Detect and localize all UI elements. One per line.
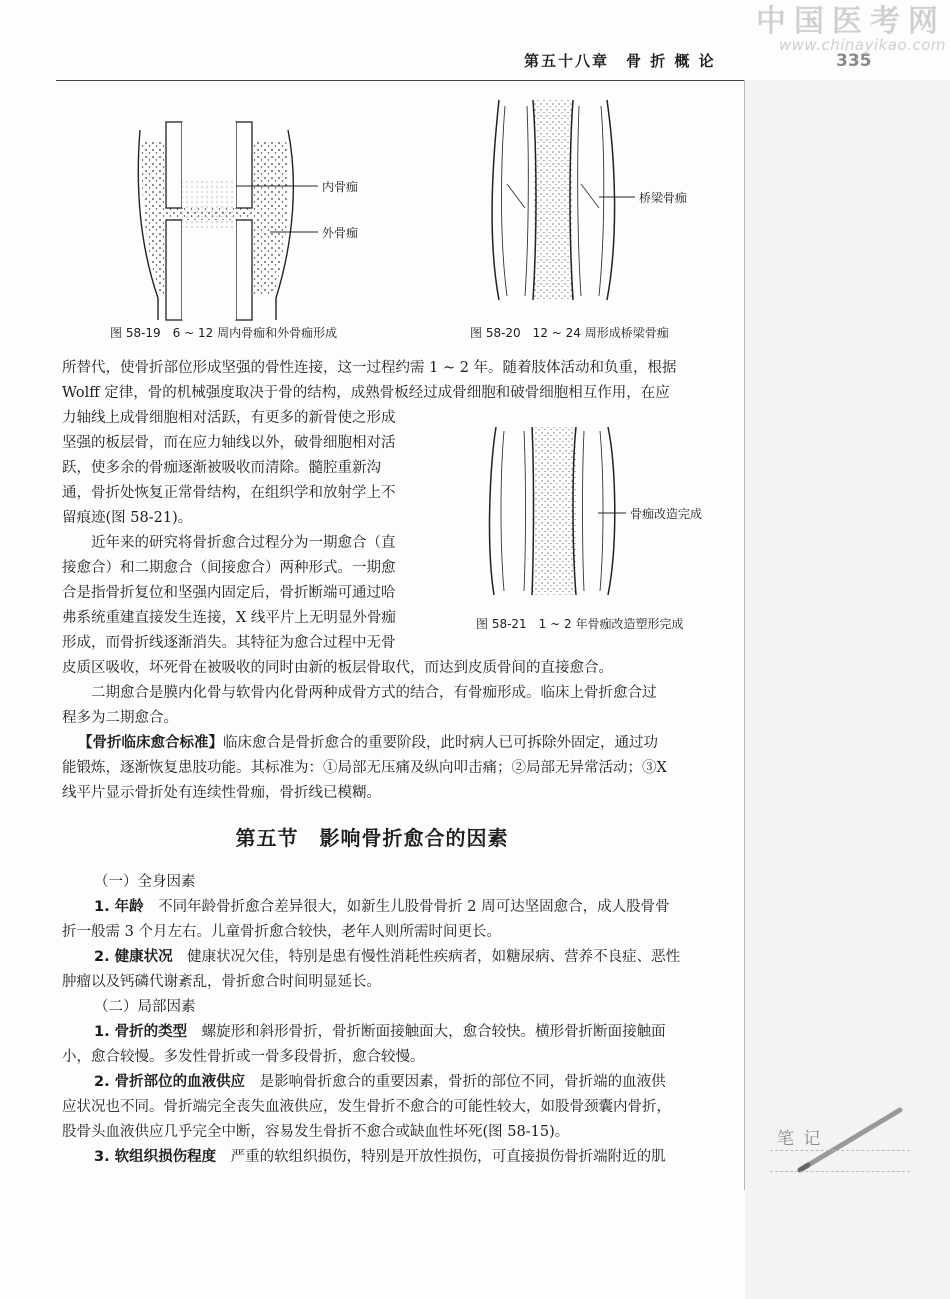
text-line bbox=[78, 731, 658, 755]
item-heading: 1. 年龄 bbox=[94, 899, 144, 915]
subsection-heading: （一）全身因素 bbox=[94, 874, 196, 890]
label-inner-callus: 内骨痂 bbox=[322, 180, 359, 194]
header-rule bbox=[56, 80, 744, 81]
figure-58-20 bbox=[485, 96, 725, 306]
label-outer-callus: 外骨痂 bbox=[322, 226, 359, 240]
text-line: 接愈合）和二期愈合（间接愈合）两种形式。一期愈 bbox=[62, 560, 396, 576]
text-line: 皮质区吸收，坏死骨在被吸收的同时由新的板层骨取代，而达到皮质骨间的直接愈合。 bbox=[62, 660, 613, 676]
text-line: 小，愈合较慢。多发性骨折或一骨多段骨折，愈合较慢。 bbox=[62, 1049, 425, 1065]
item-heading: 1. 骨折的类型 bbox=[94, 1024, 188, 1040]
caption-58-19: 图 58-19 6 ~ 12 周内骨痂和外骨痂形成 bbox=[110, 326, 338, 340]
notes-label: 笔 记 bbox=[777, 1129, 823, 1149]
watermark-url: www.chinayikao.com bbox=[778, 36, 946, 54]
clinical-standard-heading: 【骨折临床愈合标准】 bbox=[78, 735, 223, 751]
subsection-heading: （二）局部因素 bbox=[94, 999, 196, 1015]
text-line: 跃，使多余的骨痂逐渐被吸收而清除。髓腔重新沟 bbox=[62, 460, 381, 476]
text-line: 形成，而骨折线逐渐消失。其特征为愈合过程中无骨 bbox=[62, 635, 396, 651]
text-line: 折一般需 3 个月左右。儿童骨折愈合较快，老年人则所需时间更长。 bbox=[62, 924, 501, 940]
text-line bbox=[94, 1020, 666, 1044]
section-title: 第五节 影响骨折愈合的因素 bbox=[235, 826, 509, 850]
item-heading: 3. 软组织损伤程度 bbox=[94, 1149, 217, 1165]
text-span: 不同年龄骨折愈合差异很大，如新生儿股骨骨折 2 周可达坚固愈合，成人股骨骨 bbox=[143, 899, 670, 915]
text-line: 应状况也不同。骨折端完全丧失血液供应，发生骨折不愈合的可能性较大，如股骨颈囊内骨折， bbox=[62, 1099, 671, 1115]
text-line: 通，骨折处恢复正常骨结构，在组织学和放射学上不 bbox=[62, 485, 396, 501]
text-line: 二期愈合是膜内化骨与软骨内化骨两种成骨方式的结合，有骨痂形成。临床上骨折愈合过 bbox=[62, 685, 657, 701]
text-line: 肿瘤以及钙磷代谢紊乱，骨折愈合时间明显延长。 bbox=[62, 974, 381, 990]
item-heading: 2. 健康状况 bbox=[94, 949, 173, 965]
text-line: 坚强的板层骨，而在应力轴线以外，破骨细胞相对活 bbox=[62, 435, 396, 451]
text-line bbox=[94, 1070, 666, 1094]
text-line: 留痕迹(图 58-21)。 bbox=[62, 510, 193, 526]
figure-58-19 bbox=[130, 120, 430, 330]
text-span: 螺旋形和斜形骨折，骨折断面接触面大，愈合较快。横形骨折断面接触面 bbox=[187, 1024, 666, 1040]
text-line: 能锻炼，逐渐恢复患肢功能。其标准为：①局部无压痛及纵向叩击痛；②局部无异常活动；③X bbox=[62, 760, 667, 776]
text-line: 股骨头血液供应几乎完全中断，容易发生骨折不愈合或缺血性坏死(图 58-15)。 bbox=[62, 1124, 570, 1140]
text-span: 严重的软组织损伤，特别是开放性损伤，可直接损伤骨折端附近的肌 bbox=[216, 1149, 666, 1165]
label-bridging-callus: 桥梁骨痂 bbox=[639, 191, 688, 205]
text-line: 所替代，使骨折部位形成坚强的骨性连接，这一过程约需 1 ~ 2 年。随着肢体活动和负重，根据 bbox=[62, 360, 677, 376]
figure-58-19-drawing bbox=[130, 120, 430, 330]
caption-58-21: 图 58-21 1 ~ 2 年骨痂改造塑形完成 bbox=[476, 617, 684, 631]
caption-58-20: 图 58-20 12 ~ 24 周形成桥梁骨痂 bbox=[470, 326, 669, 340]
running-header: 第五十八章 骨 折 概 论 bbox=[524, 52, 716, 70]
item-heading: 2. 骨折部位的血液供应 bbox=[94, 1074, 246, 1090]
watermark-title: 中国医考网 bbox=[756, 4, 946, 39]
notes-ruled-lines bbox=[770, 1150, 910, 1172]
figure-58-21 bbox=[480, 425, 720, 600]
text-span: 临床愈合是骨折愈合的重要阶段，此时病人已可拆除外固定，通过功 bbox=[223, 735, 658, 751]
margin-rule bbox=[744, 80, 745, 1190]
text-line: 力轴线上成骨细胞相对活跃，有更多的新骨使之形成 bbox=[62, 410, 396, 426]
text-line bbox=[94, 895, 670, 919]
text-line: 近年来的研究将骨折愈合过程分为一期愈合（直 bbox=[62, 535, 396, 551]
text-line bbox=[94, 945, 680, 969]
label-callus-remodeled: 骨痂改造完成 bbox=[630, 507, 703, 521]
text-line: Wolff 定律，骨的机械强度取决于骨的结构，成熟骨板经过成骨细胞和破骨细胞相互作用，在应 bbox=[62, 385, 670, 401]
page-number: 335 bbox=[836, 51, 872, 71]
text-line: 线平片显示骨折处有连续性骨痂，骨折线已模糊。 bbox=[62, 785, 381, 801]
text-span: 是影响骨折愈合的重要因素，骨折的部位不同，骨折端的血液供 bbox=[245, 1074, 666, 1090]
watermark bbox=[690, 4, 946, 54]
text-line: 程多为二期愈合。 bbox=[62, 710, 178, 726]
text-line: 弗系统重建直接发生连接，X 线平片上无明显外骨痂 bbox=[62, 610, 396, 626]
text-line bbox=[94, 1145, 666, 1169]
text-line: 合是指骨折复位和坚强内固定后，骨折断端可通过哈 bbox=[62, 585, 396, 601]
text-span: 健康状况欠佳，特别是患有慢性消耗性疾病者，如糖尿病、营养不良症、恶性 bbox=[172, 949, 681, 965]
figure-58-20-drawing bbox=[485, 96, 725, 306]
